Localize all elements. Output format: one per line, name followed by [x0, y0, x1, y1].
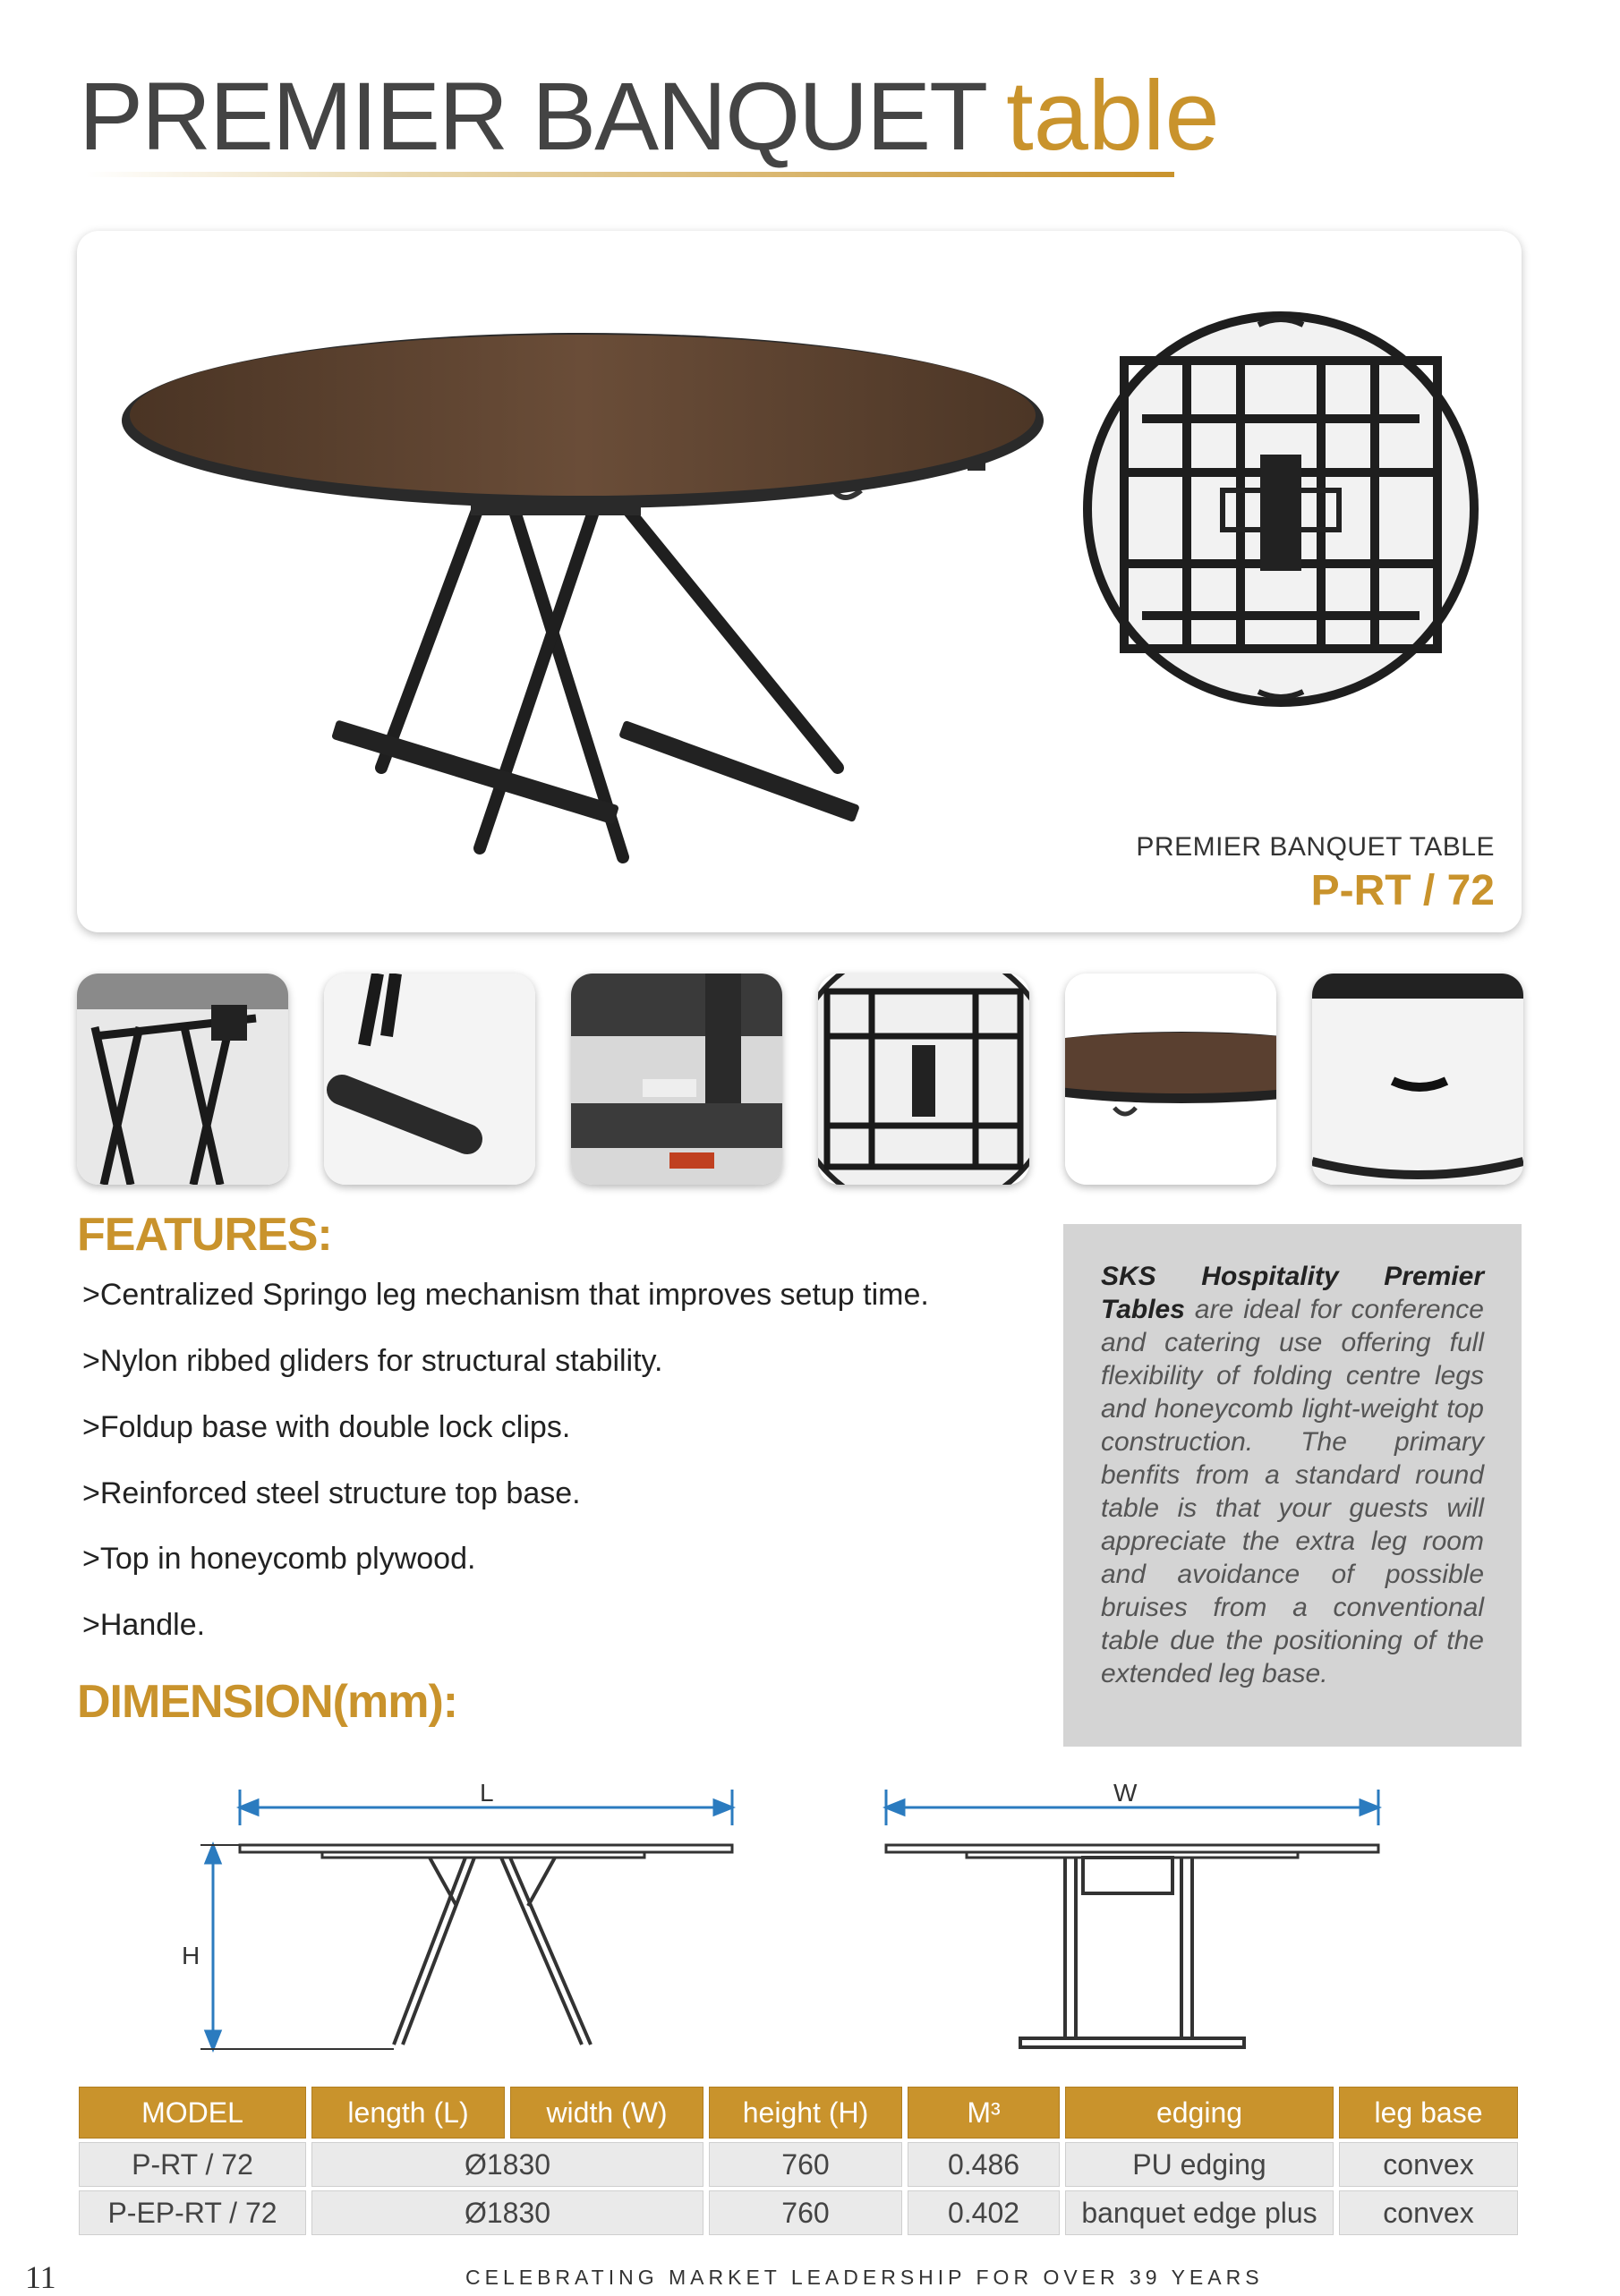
hero-panel — [77, 231, 1522, 932]
round-table-image — [77, 231, 1522, 932]
glider-image — [324, 974, 535, 1185]
cell-leg-base: convex — [1339, 2190, 1518, 2235]
dimension-label-width: W — [1113, 1779, 1138, 1807]
cell-volume: 0.402 — [908, 2190, 1060, 2235]
cell-height: 760 — [709, 2190, 902, 2235]
header-length: length (L) — [311, 2087, 505, 2139]
thumbnail-glider[interactable] — [324, 974, 535, 1185]
thumbnail-handle[interactable] — [1312, 974, 1523, 1185]
hero-caption — [1136, 832, 1495, 915]
feature-item: >Handle. — [82, 1608, 206, 1642]
handle-image — [1312, 974, 1523, 1185]
cell-height: 760 — [709, 2142, 902, 2187]
feature-item: >Foldup base with double lock clips. — [82, 1410, 571, 1444]
header-width: width (W) — [510, 2087, 703, 2139]
spec-table — [73, 2083, 1523, 2239]
feature-item: >Centralized Springo leg mechanism that improves setup time. — [82, 1278, 929, 1312]
side-view-diagram — [179, 1772, 770, 2058]
product-name: PREMIER BANQUET TABLE — [1136, 832, 1495, 862]
cell-length-width: Ø1830 — [311, 2190, 703, 2235]
page-title — [79, 63, 1220, 170]
title-main: PREMIER BANQUET — [79, 62, 987, 170]
feature-item: >Nylon ribbed gliders for structural stability. — [82, 1344, 663, 1378]
underside-frame-image — [818, 974, 1029, 1185]
title-accent: table — [1006, 61, 1220, 171]
header-model: MODEL — [79, 2087, 306, 2139]
description-box — [1063, 1224, 1522, 1747]
page-number: 11 — [25, 2259, 56, 2295]
spec-header-row — [79, 2087, 1518, 2139]
product-code: P-RT / 72 — [1310, 867, 1495, 914]
features-heading: FEATURES: — [77, 1209, 332, 1261]
cell-volume: 0.486 — [908, 2142, 1060, 2187]
table-row — [79, 2190, 1518, 2235]
header-leg-base: leg base — [1339, 2087, 1518, 2139]
dimension-heading: DIMENSION(mm): — [77, 1676, 458, 1728]
description-body: are ideal for conference and catering use offering full flexibility of folding centre legs and honeycomb light-weight top construction. The primary benfits from a standard round table is that your guests will appreciate the extra leg room and avoidance of possible bruises from a conventional table due the positioning of the extended leg base. — [1101, 1295, 1484, 1688]
table-row — [79, 2142, 1518, 2187]
front-view-diagram — [877, 1772, 1396, 2058]
cell-model: P-EP-RT / 72 — [79, 2190, 306, 2235]
dimension-label-height: H — [182, 1942, 200, 1969]
header-volume: M³ — [908, 2087, 1060, 2139]
cell-edging: banquet edge plus — [1065, 2190, 1334, 2235]
title-underline — [86, 172, 1174, 177]
cell-model: P-RT / 72 — [79, 2142, 306, 2187]
cell-length-width: Ø1830 — [311, 2142, 703, 2187]
description-lead: SKS Hospitality Premier Tables — [1101, 1262, 1484, 1324]
thumbnail-table-top[interactable] — [1065, 974, 1276, 1185]
thumbnail-lock-clip[interactable] — [571, 974, 782, 1185]
cell-leg-base: convex — [1339, 2142, 1518, 2187]
leg-mechanism-image — [77, 974, 288, 1185]
lock-clip-image — [571, 974, 782, 1185]
table-top-edge-image — [1065, 974, 1276, 1185]
thumbnail-underside[interactable] — [818, 974, 1029, 1185]
header-edging: edging — [1065, 2087, 1334, 2139]
footer-tagline: CELEBRATING MARKET LEADERSHIP FOR OVER 39 YEARS — [465, 2266, 1264, 2289]
thumbnail-leg-mechanism[interactable] — [77, 974, 288, 1185]
dimension-label-length: L — [480, 1779, 494, 1807]
feature-item: >Top in honeycomb plywood. — [82, 1542, 476, 1576]
header-height: height (H) — [709, 2087, 902, 2139]
feature-item: >Reinforced steel structure top base. — [82, 1476, 581, 1510]
cell-edging: PU edging — [1065, 2142, 1334, 2187]
